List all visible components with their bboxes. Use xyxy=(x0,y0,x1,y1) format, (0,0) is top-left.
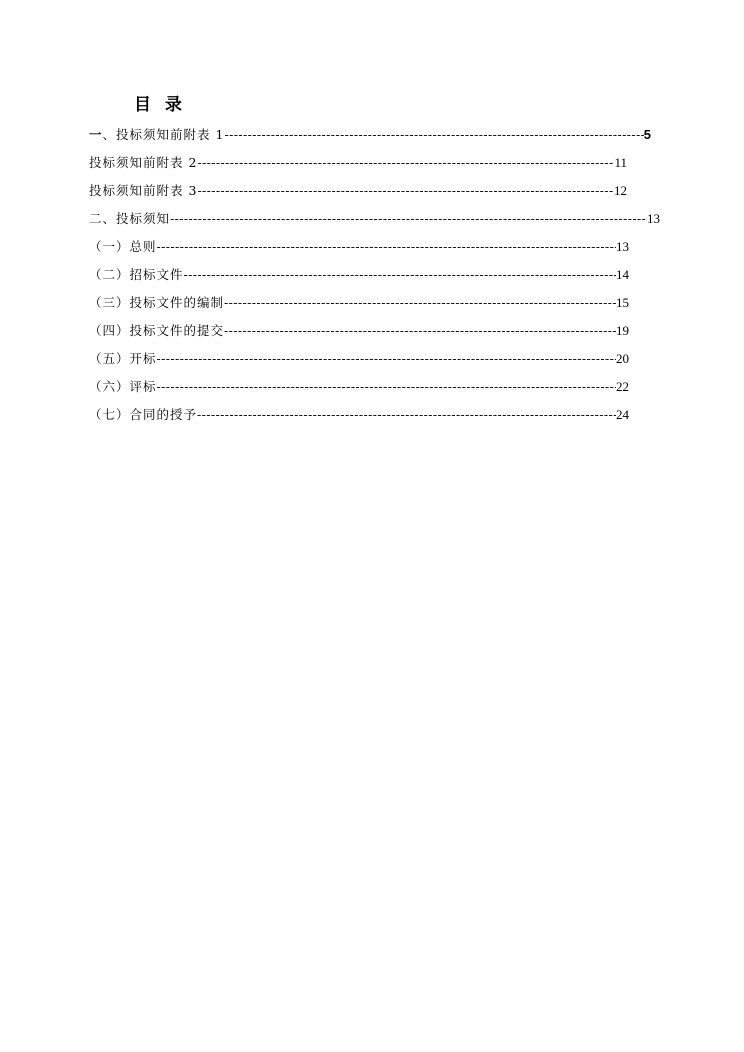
toc-dot-leader xyxy=(157,239,616,255)
toc-dot-leader xyxy=(224,323,616,339)
toc-entry-label-text: 、投标须知前附表 1 xyxy=(102,127,225,142)
toc-entry-label: （七）合同的授予 xyxy=(89,407,198,422)
toc-entry[interactable] xyxy=(89,379,629,395)
toc-entry-page: 14 xyxy=(616,267,629,282)
toc-entry[interactable] xyxy=(89,183,627,199)
toc-entry[interactable] xyxy=(89,239,629,255)
toc-entry-page: 5 xyxy=(643,127,651,142)
toc-entry-label: 投标须知前附表 2 xyxy=(89,155,198,170)
toc-entry[interactable] xyxy=(89,323,629,339)
toc-entry[interactable] xyxy=(89,127,651,143)
toc-entry-page: 11 xyxy=(614,155,627,170)
toc-dot-leader xyxy=(197,155,614,171)
toc-entry[interactable] xyxy=(89,351,629,367)
toc-entry-page: 15 xyxy=(616,295,629,310)
toc-entry-page: 13 xyxy=(616,239,629,254)
toc-entry-page: 13 xyxy=(647,211,660,226)
toc-dot-leader xyxy=(197,183,614,199)
toc-entry-label: （六）评标 xyxy=(89,379,157,394)
toc-entry-page: 20 xyxy=(616,351,629,366)
toc-entry[interactable] xyxy=(89,295,629,311)
toc-entry-label: （五）开标 xyxy=(89,351,157,366)
toc-dot-leader xyxy=(170,211,647,227)
toc-entry-label: （四）投标文件的提交 xyxy=(89,323,225,338)
toc-entry[interactable] xyxy=(89,407,629,423)
toc-entry-page: 22 xyxy=(616,379,629,394)
toc-dot-leader xyxy=(184,267,616,283)
toc-entry-label: （二）招标文件 xyxy=(89,267,184,282)
toc-entry-label-prefix: 一 xyxy=(89,127,103,142)
toc-entry-label xyxy=(89,127,224,143)
toc-entry-label: 二、投标须知 xyxy=(89,211,171,226)
toc-title: 目 录 xyxy=(134,95,186,115)
toc-entry-label: （三）投标文件的编制 xyxy=(89,295,225,310)
toc-entry[interactable] xyxy=(89,267,629,283)
toc-dot-leader xyxy=(157,351,616,367)
toc-entry-label: （一）总则 xyxy=(89,239,157,254)
toc-dot-leader xyxy=(224,127,643,143)
toc-entry[interactable] xyxy=(89,155,627,171)
toc-entry-label: 投标须知前附表 3 xyxy=(89,183,198,198)
toc-dot-leader xyxy=(197,407,616,423)
toc-entry[interactable] xyxy=(89,211,660,227)
toc-entry-page: 19 xyxy=(616,323,629,338)
toc-entry-page: 12 xyxy=(614,183,627,198)
toc-entry-page: 24 xyxy=(616,407,629,422)
toc-dot-leader xyxy=(224,295,616,311)
toc-dot-leader xyxy=(157,379,616,395)
